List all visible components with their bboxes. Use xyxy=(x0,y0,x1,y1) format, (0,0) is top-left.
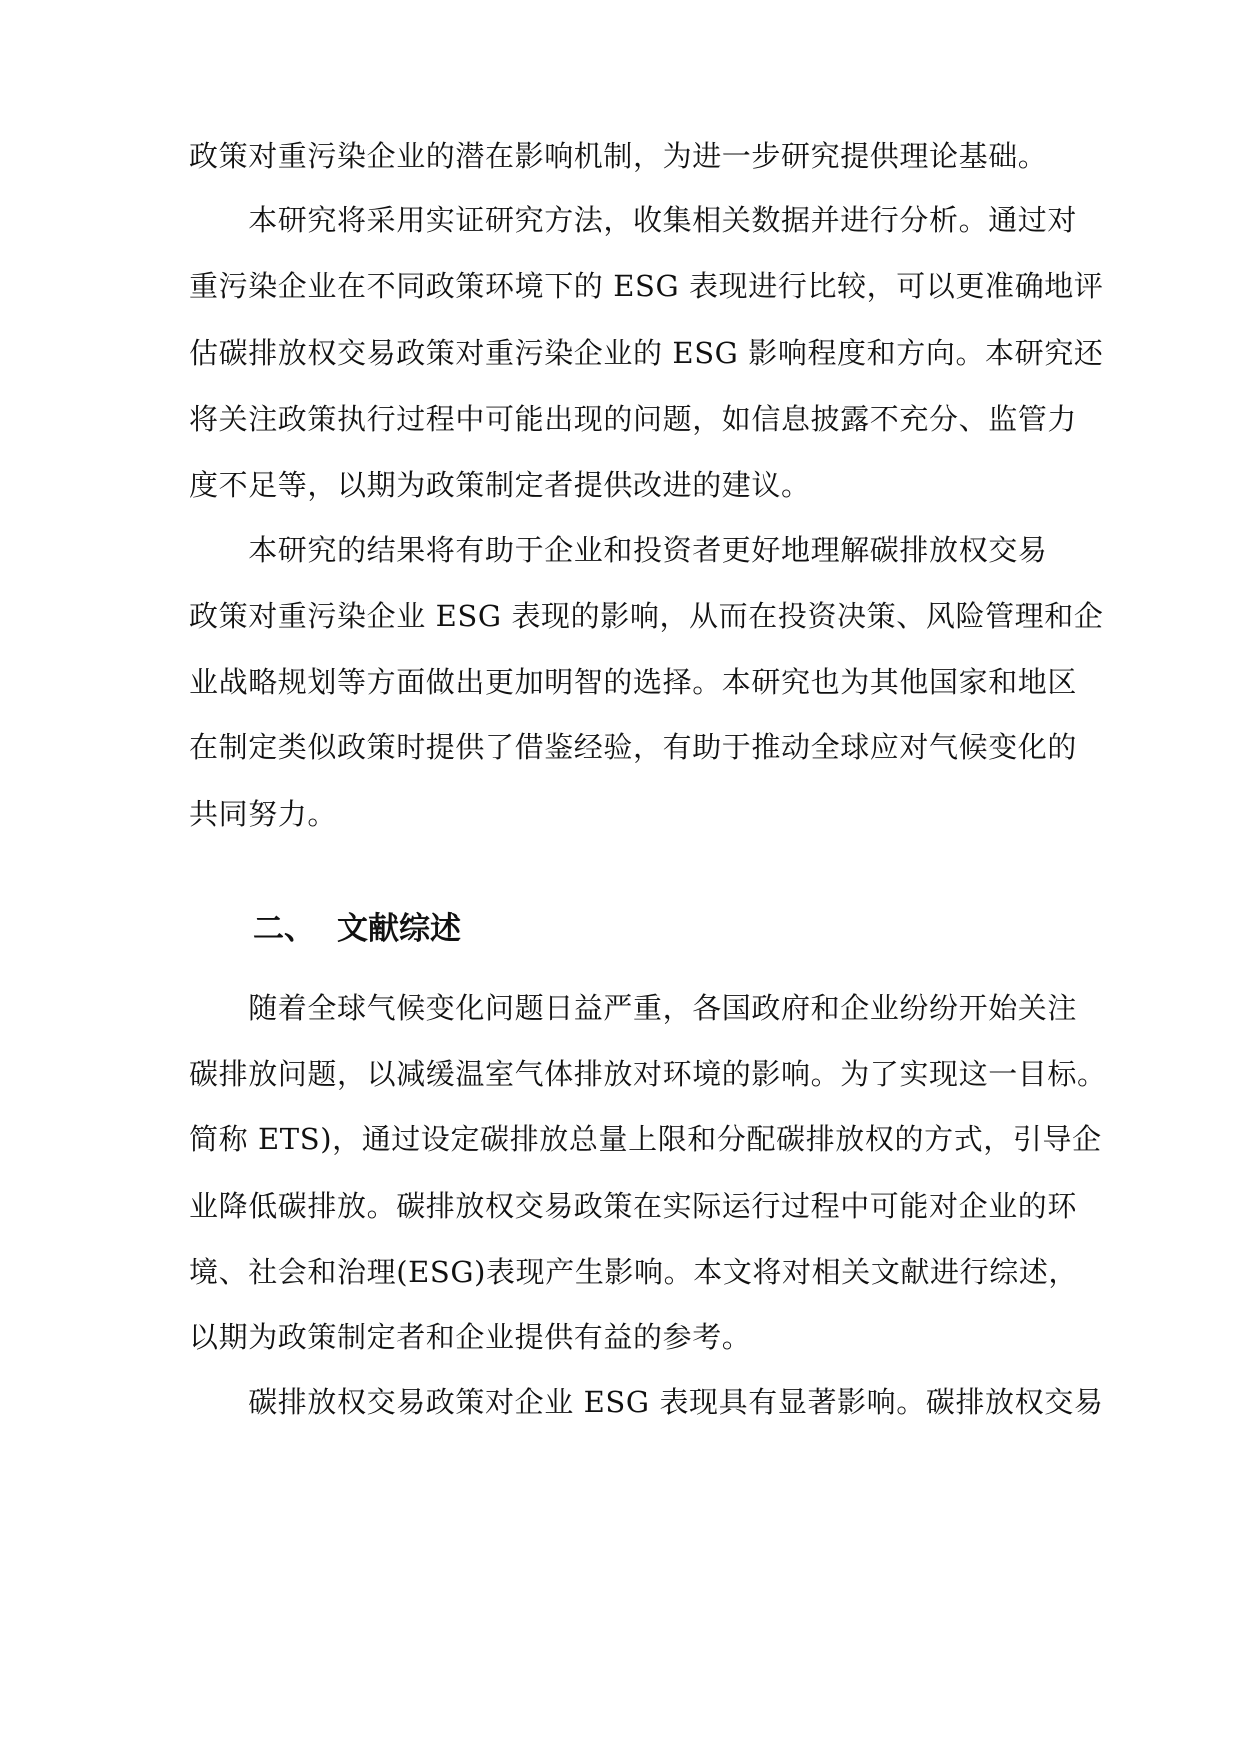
text-line: 境、社会和治理(ESG)表现产生影响。本文将对相关文献进行综述， xyxy=(189,1255,1079,1289)
text-line: 以期为政策制定者和企业提供有益的参考。 xyxy=(189,1320,752,1354)
text-line: 将关注政策执行过程中可能出现的问题，如信息披露不充分、监管力 xyxy=(189,402,1078,436)
text-line: 政策对重污染企业的潜在影响机制，为进一步研究提供理论基础。 xyxy=(189,139,1048,173)
text-line: 碳排放问题，以减缓温室气体排放对环境的影响。为了实现这一目标。 xyxy=(189,1057,1107,1091)
text-line: 本研究将采用实证研究方法，收集相关数据并进行分析。通过对 xyxy=(189,203,1078,237)
text-line: 业战略规划等方面做出更加明智的选择。本研究也为其他国家和地区 xyxy=(189,665,1078,699)
text-line: 估碳排放权交易政策对重污染企业的 ESG 影响程度和方向。本研究还 xyxy=(189,336,1104,370)
section-number: 二、 xyxy=(253,911,315,947)
text-line: 在制定类似政策时提供了借鉴经验，有助于推动全球应对气候变化的 xyxy=(189,730,1078,764)
text-line: 共同努力。 xyxy=(189,797,338,831)
section-title: 文献综述 xyxy=(337,911,461,947)
text-line: 本研究的结果将有助于企业和投资者更好地理解碳排放权交易 xyxy=(189,533,1048,567)
text-line: 碳排放权交易政策对企业 ESG 表现具有显著影响。碳排放权交易 xyxy=(189,1385,1104,1419)
text-line: 简称 ETS)，通过设定碳排放总量上限和分配碳排放权的方式，引导企 xyxy=(189,1122,1102,1156)
text-line: 重污染企业在不同政策环境下的 ESG 表现进行比较，可以更准确地评 xyxy=(189,269,1104,303)
text-line: 政策对重污染企业 ESG 表现的影响，从而在投资决策、风险管理和企 xyxy=(189,599,1104,633)
section-heading xyxy=(253,910,461,948)
text-line: 度不足等，以期为政策制定者提供改进的建议。 xyxy=(189,468,811,502)
text-line: 业降低碳排放。碳排放权交易政策在实际运行过程中可能对企业的环 xyxy=(189,1189,1078,1223)
text-line: 随着全球气候变化问题日益严重，各国政府和企业纷纷开始关注 xyxy=(189,991,1078,1025)
